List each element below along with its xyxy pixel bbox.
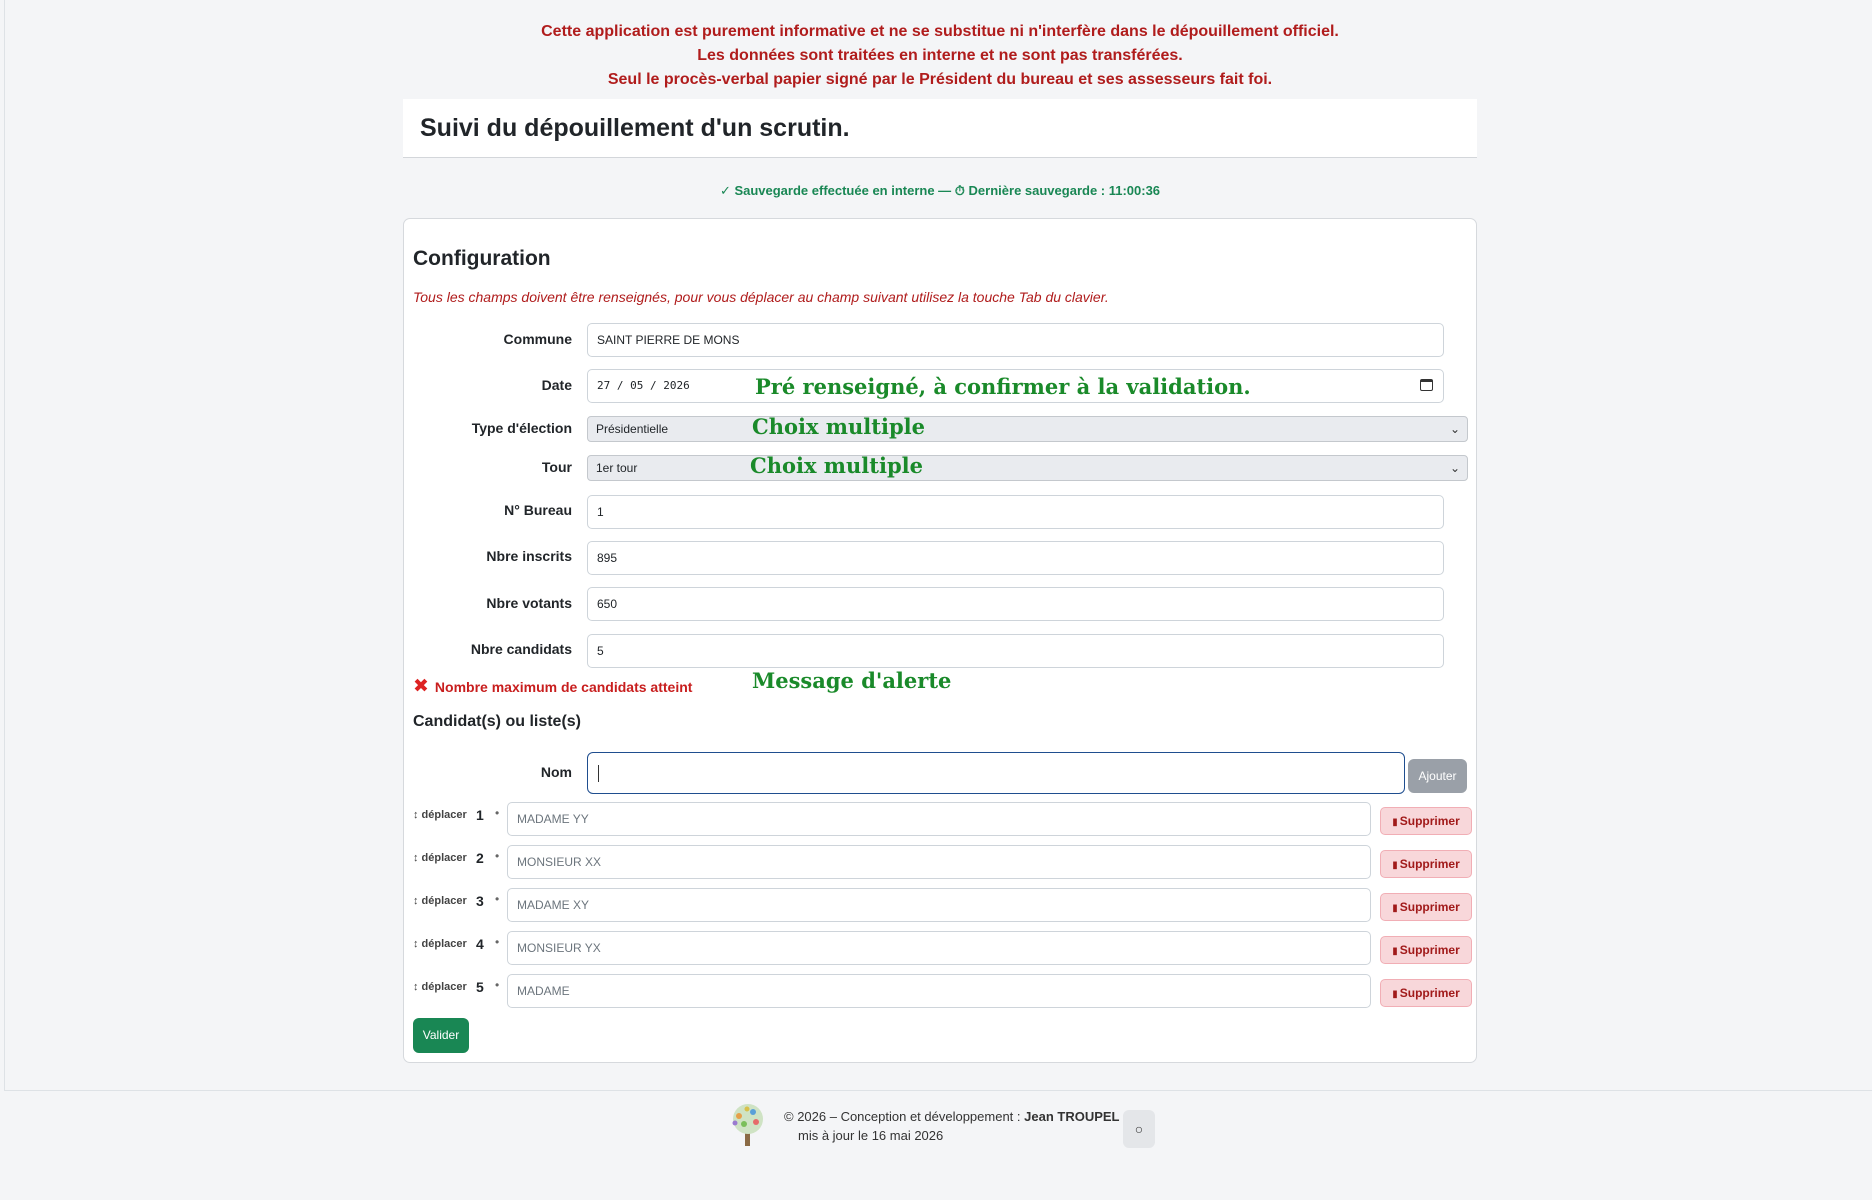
candidate-name: MADAME YY	[517, 812, 589, 826]
circle-icon: ○	[1134, 1121, 1144, 1137]
calendar-icon[interactable]	[1420, 379, 1433, 391]
configuration-title: Configuration	[413, 247, 551, 270]
candidate-number: 1	[476, 807, 484, 823]
bureau-input[interactable]	[587, 495, 1444, 529]
trash-icon: ▮	[1392, 860, 1398, 871]
candidate-row	[413, 888, 1468, 923]
candidats-input[interactable]	[587, 634, 1444, 668]
save-status: ✓ Sauvegarde effectuée en interne — ⏱ Dernière sauvegarde : 11:00:36	[719, 183, 1161, 198]
configuration-card	[403, 218, 1477, 1063]
tour-value: 1er tour	[596, 461, 638, 475]
trash-icon: ▮	[1392, 903, 1398, 914]
disclaimer-line-3: Seul le procès-verbal papier signé par le Président du bureau et ses assesseurs fait foi.	[607, 71, 1273, 88]
candidate-name-input[interactable]	[507, 974, 1371, 1008]
alert-annotation: Message d'alerte	[752, 668, 952, 693]
tour-select[interactable]	[587, 455, 1468, 481]
date-label: Date	[541, 377, 572, 393]
candidate-name-input[interactable]	[507, 931, 1371, 965]
candidate-number: 5	[476, 979, 484, 995]
bullet-icon: •	[495, 978, 500, 992]
candidate-number: 2	[476, 850, 484, 866]
tour-annotation: Choix multiple	[750, 453, 923, 478]
drag-handle[interactable]: ↕ déplacer	[413, 981, 467, 993]
candidate-name-input[interactable]	[507, 802, 1371, 836]
disclaimer-line-1: Cette application est purement informative et ne se substitue ni n'interfère dans le dépouillement officiel.	[541, 23, 1339, 40]
candidate-name-input[interactable]	[507, 888, 1371, 922]
candidate-row	[413, 974, 1468, 1009]
delete-candidate-button[interactable]	[1380, 807, 1472, 835]
type-election-value: Présidentielle	[596, 422, 669, 436]
candidate-name-input[interactable]	[507, 845, 1371, 879]
tour-label: Tour	[541, 459, 572, 475]
nom-label: Nom	[540, 764, 572, 780]
footer-divider	[4, 1090, 1872, 1091]
disclaimer-line-2: Les données sont traitées en interne et ne sont pas transférées.	[697, 47, 1183, 64]
nom-input[interactable]	[587, 752, 1405, 794]
trash-icon: ▮	[1392, 989, 1398, 1000]
votants-label: Nbre votants	[486, 595, 572, 611]
text-cursor	[598, 765, 599, 782]
commune-input[interactable]	[587, 323, 1444, 357]
candidates-title: Candidat(s) ou liste(s)	[413, 713, 582, 730]
delete-label: Supprimer	[1399, 900, 1460, 914]
trash-icon: ▮	[1392, 817, 1398, 828]
commune-value: SAINT PIERRE DE MONS	[597, 333, 740, 347]
delete-candidate-button[interactable]	[1380, 936, 1472, 964]
candidate-number: 4	[476, 936, 484, 952]
drag-handle[interactable]: ↕ déplacer	[413, 895, 467, 907]
footer-author: Jean TROUPEL	[1024, 1109, 1120, 1124]
candidats-value: 5	[597, 644, 604, 658]
page-title: Suivi du dépouillement d'un scrutin.	[420, 114, 850, 142]
configuration-hint: Tous les champs doivent être renseignés, pour vous déplacer au champ suivant utilisez la touche Tab du clavier.	[413, 289, 1109, 305]
footer-credits	[784, 1107, 1120, 1145]
delete-label: Supprimer	[1399, 943, 1460, 957]
add-candidate-button[interactable]: Ajouter	[1408, 759, 1467, 793]
bullet-icon: •	[495, 849, 500, 863]
delete-candidate-button[interactable]	[1380, 893, 1472, 921]
bullet-icon: •	[495, 935, 500, 949]
delete-candidate-button[interactable]	[1380, 979, 1472, 1007]
type-election-select[interactable]	[587, 416, 1468, 442]
commune-label: Commune	[503, 331, 572, 347]
disclaimer	[0, 20, 1872, 92]
candidate-number: 3	[476, 893, 484, 909]
drag-handle[interactable]: ↕ déplacer	[413, 938, 467, 950]
footer-prefix: © 2026 – Conception et développement :	[784, 1109, 1025, 1124]
candidats-label: Nbre candidats	[470, 641, 572, 657]
date-value: 27 / 05 / 2026	[597, 379, 690, 392]
bullet-icon: •	[495, 806, 500, 820]
title-card	[403, 99, 1477, 158]
inscrits-input[interactable]	[587, 541, 1444, 575]
inscrits-label: Nbre inscrits	[486, 548, 572, 564]
chevron-down-icon: ⌄	[1449, 461, 1460, 475]
date-annotation: Pré renseigné, à confirmer à la validation.	[755, 374, 1251, 399]
alert-text: Nombre maximum de candidats atteint	[434, 678, 693, 695]
tree-logo	[725, 1102, 771, 1148]
bureau-value: 1	[597, 505, 604, 519]
bureau-label: N° Bureau	[504, 502, 572, 518]
validate-button[interactable]: Valider	[413, 1018, 469, 1053]
inscrits-value: 895	[597, 551, 618, 565]
left-border	[4, 0, 5, 1090]
max-candidates-alert	[413, 677, 692, 696]
chevron-down-icon: ⌄	[1449, 422, 1460, 436]
trash-icon: ▮	[1392, 946, 1398, 957]
theme-toggle-button[interactable]	[1123, 1110, 1155, 1148]
footer-updated: mis à jour le 16 mai 2026	[798, 1128, 944, 1143]
delete-label: Supprimer	[1399, 986, 1460, 1000]
delete-candidate-button[interactable]	[1380, 850, 1472, 878]
candidate-name: MADAME	[517, 984, 570, 998]
candidate-name: MONSIEUR XX	[517, 855, 602, 869]
candidate-name: MONSIEUR YX	[517, 941, 601, 955]
votants-value: 650	[597, 597, 618, 611]
type-election-annotation: Choix multiple	[752, 414, 925, 439]
bullet-icon: •	[495, 892, 500, 906]
votants-input[interactable]	[587, 587, 1444, 621]
type-election-label: Type d'élection	[471, 420, 572, 436]
delete-label: Supprimer	[1399, 814, 1460, 828]
delete-label: Supprimer	[1399, 857, 1460, 871]
candidate-row	[413, 931, 1468, 966]
drag-handle[interactable]: ↕ déplacer	[413, 852, 467, 864]
candidate-row	[413, 845, 1468, 880]
candidate-row	[413, 802, 1468, 837]
drag-handle[interactable]: ↕ déplacer	[413, 809, 467, 821]
candidate-name: MADAME XY	[517, 898, 590, 912]
cross-icon: ✖	[413, 676, 429, 697]
